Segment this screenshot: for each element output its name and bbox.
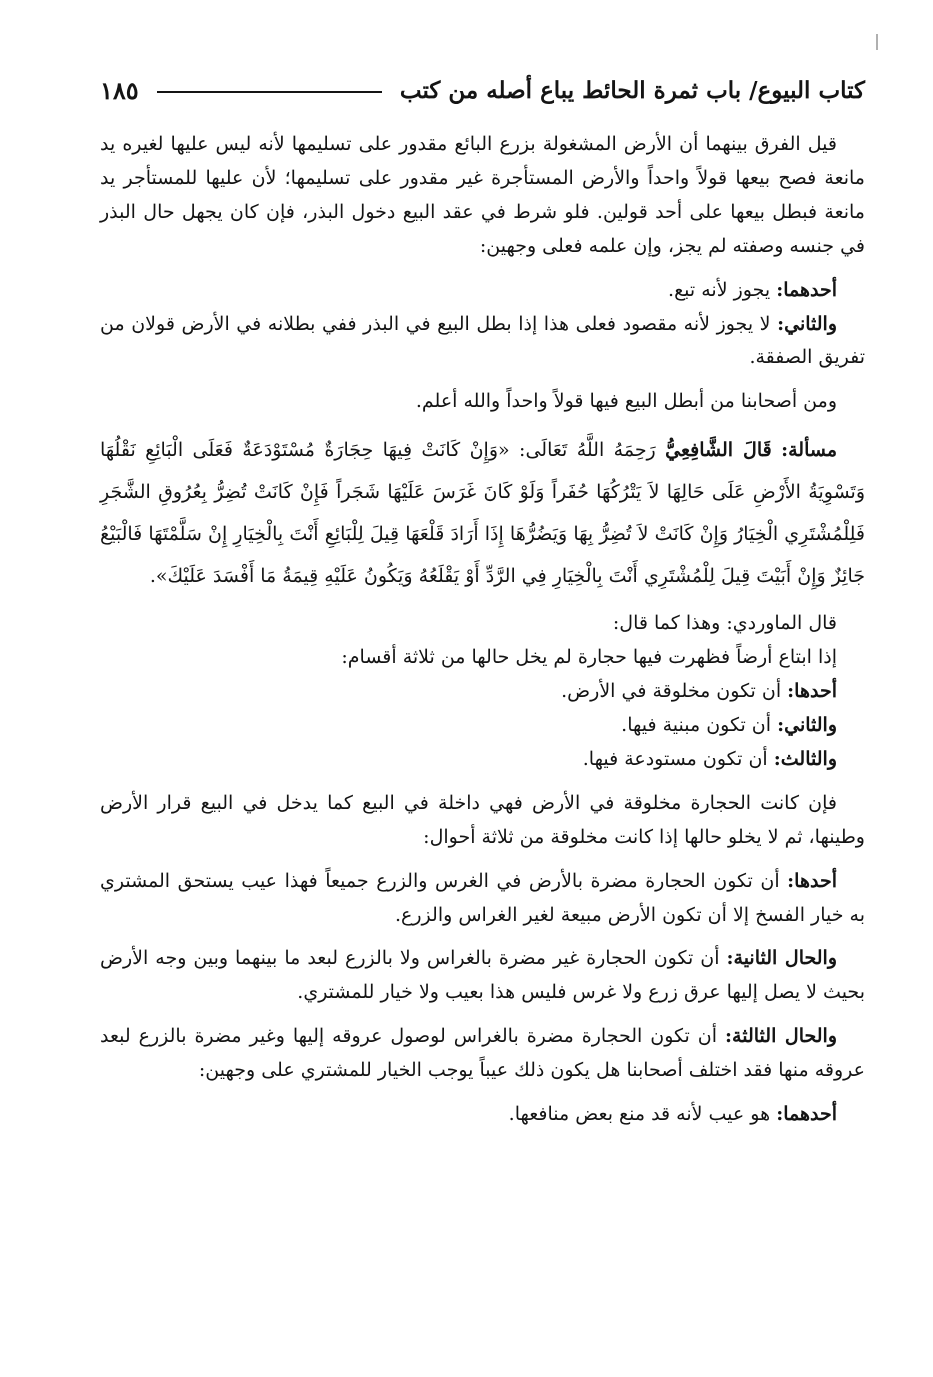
paragraph-masala bbox=[100, 429, 865, 597]
label-division-one: أحدها: bbox=[787, 680, 837, 703]
paragraph-first-view bbox=[100, 274, 865, 308]
paragraph-companions: ومن أصحابنا من أبطل البيع فيها قولاً واحداً والله أعلم. bbox=[415, 390, 837, 413]
division-three bbox=[100, 743, 865, 777]
state-one bbox=[100, 865, 865, 933]
paragraph-second-view bbox=[100, 308, 865, 376]
label-state-two: والحال الثانية: bbox=[726, 947, 837, 970]
text-last: هو عيب لأنه قد منع بعض منافعها. bbox=[508, 1103, 771, 1126]
running-title: كتاب البيوع/ باب ثمرة الحائط يباع أصله من كتب bbox=[399, 76, 865, 104]
label-division-three: والثالث: bbox=[773, 747, 837, 770]
page-edge-mark bbox=[876, 34, 878, 50]
paragraph-created-stones: فإن كانت الحجارة مخلوقة في الأرض فهي داخلة في البيع كما يدخل في البيع قرار الأرض وطينها، ثم لا يخلو حالها إذا كانت مخلوقة من ثلاثة أحوال: bbox=[100, 791, 865, 848]
text-state-one: أن تكون الحجارة مضرة بالأرض في الغرس والزرع جميعاً فهذا عيب يستحق المشتري به خيار الفسخ إلا أن تكون الأرض مبيعة لغير الغراس والزرع. bbox=[100, 869, 865, 926]
text-first: يجوز لأنه تبع. bbox=[668, 278, 771, 301]
label-division-two: والثاني: bbox=[777, 713, 837, 736]
text-division-two: أن تكون مبنية فيها. bbox=[621, 713, 772, 736]
division-two bbox=[100, 709, 865, 743]
state-two bbox=[100, 942, 865, 1010]
text-division-three: أن تكون مستودعة فيها. bbox=[582, 747, 768, 770]
state-three bbox=[100, 1020, 865, 1088]
label-first: أحدهما: bbox=[776, 278, 837, 301]
text-state-two: أن تكون الحجارة غير مضرة بالغراس ولا بالزرع لبعد ما بينهما وبين وجه الأرض بحيث لا يصل إليها عرق زرع ولا غرس فليس هذا بعيب ولا خيار للمشتري. bbox=[100, 947, 865, 1004]
page-number: ١٨٥ bbox=[100, 75, 139, 105]
paragraph-three-divisions: إذا ابتاع أرضاً فظهرت فيها حجارة لم يخل حالها من ثلاثة أقسام: bbox=[341, 646, 837, 669]
paragraph-difference: قيل الفرق بينهما أن الأرض المشغولة بزرع البائع مقدور على تسليمها لأنه ليس عليها لغيره يد مانعة فصح بيعها قولاً واحداً والأرض المستأجرة غير مقدور على تسليمها؛ لأن عليها للمستأجر يد مانعة فبطل بيعها على أحد قولين. فلو شرط في عقد البيع دخول البذر، فإن كان يجهل حال البذر في جنسه وصفته لم يجز، وإن علمه فعلى وجهين: bbox=[100, 133, 865, 257]
label-state-three: والحال الثالثة: bbox=[725, 1025, 837, 1048]
text-second: لا يجوز لأنه مقصود فعلى هذا إذا بطل البيع في البذر ففي بطلانه في الأرض قولان من تفريق الصفقة. bbox=[100, 312, 865, 369]
page-body bbox=[100, 128, 865, 1132]
label-second: والثاني: bbox=[777, 312, 838, 335]
text-masala: رَحِمَهُ اللَّهُ تَعَالَى: «وَإِنْ كَانَتْ فِيهَا حِجَارَةٌ مُسْتَوْدَعَةٌ فَعَلَى الْبَائِعِ نَقْلُهَا وَتَسْوِيَةُ الأَرْضِ عَلَى حَالِهَا لاَ يَتْرُكُهَا حُفَراً وَلَوْ كَانَ غَرَسَ عَلَيْهَا شَجَراً فَإِنْ كَانَتْ تُضِرُّ بِعُرُوقِ الشَّجَرِ فَلِلْمُشْتَرِي الْخِيَارُ وَإِنْ كَانَتْ لاَ تُضِرُّ بِهَا وَيَضُرُّهَا إِذَا أَرَادَ قَلْعَهَا قِيلَ لِلْبَائِعِ أَنْتَ بِالْخِيَارِ إِنْ سَلَّمْتَهَا فَالْبَيْعُ جَائِزٌ وَإِنْ أَبَيْتَ قِيلَ لِلْمُشْتَرِي أَنْتَ بِالْخِيَارِ فِي الرَّدِّ أَوْ يَقْلَعُهُ وَيَكُونُ عَلَيْهِ قِيمَةُ مَا أَفْسَدَ عَلَيْكَ». bbox=[100, 439, 865, 588]
header-rule bbox=[157, 91, 382, 93]
text-division-one: أن تكون مخلوقة في الأرض. bbox=[561, 680, 782, 703]
label-state-one: أحدها: bbox=[787, 869, 837, 892]
division-one bbox=[100, 675, 865, 709]
label-last: أحدهما: bbox=[776, 1103, 837, 1126]
paragraph-mawardi: قال الماوردي: وهذا كما قال: bbox=[612, 612, 837, 635]
label-shafii: قَالَ الشَّافِعِيُّ bbox=[665, 439, 772, 462]
text-state-three: أن تكون الحجارة مضرة بالغراس لوصول عروقه إليها وغير مضرة بالزرع لبعد عروقه منها فقد اختلف أصحابنا هل يكون ذلك عيباً يوجب الخيار للمشتري على وجهين: bbox=[100, 1025, 865, 1082]
paragraph-last-view bbox=[100, 1098, 865, 1132]
label-masala: مسألة: bbox=[781, 439, 838, 462]
page-header bbox=[100, 70, 865, 110]
